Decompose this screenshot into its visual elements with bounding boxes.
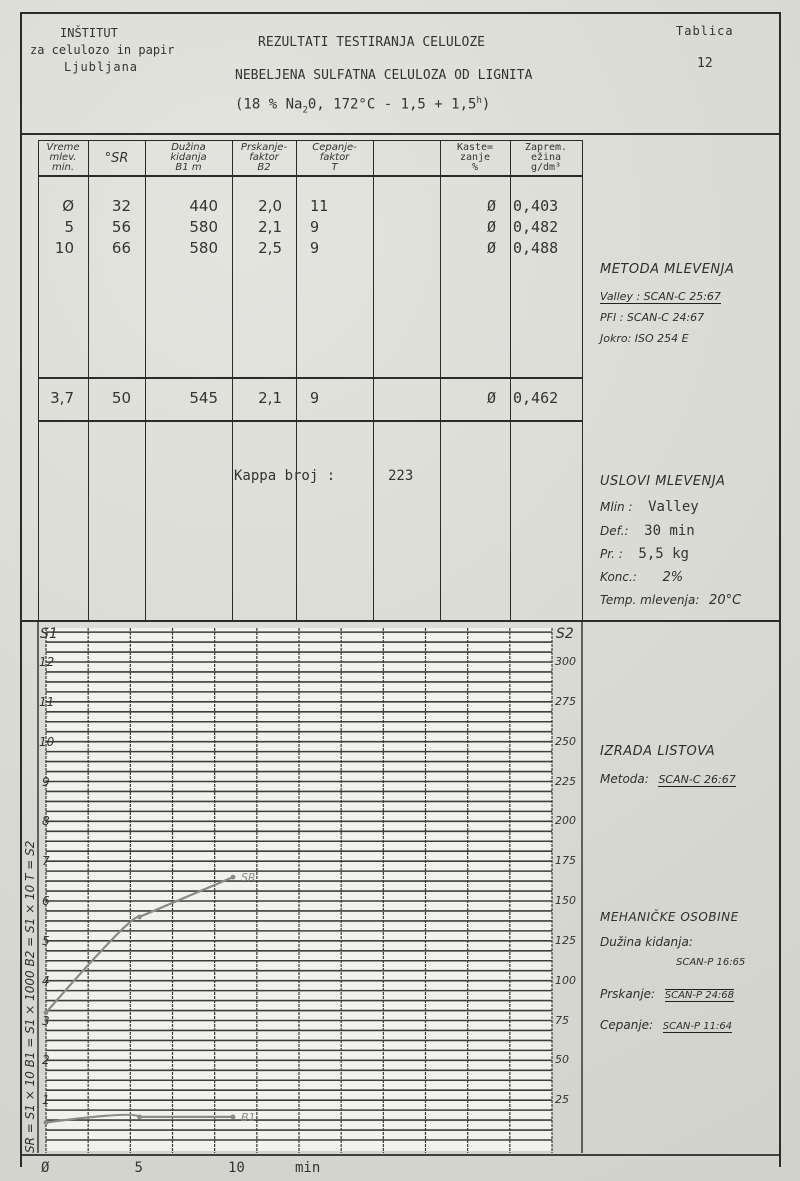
y-tick-right: 50 (555, 1053, 569, 1067)
x-tick: 10 (228, 1160, 245, 1176)
y-tick-left: 8 (42, 814, 50, 829)
table-cell: 0,462 (513, 389, 559, 407)
conditions-text-mid: 0, 172°C - 1,5 + 1,5 (307, 96, 477, 113)
izrada-value: SCAN-C 26:67 (658, 773, 736, 786)
meh-cepanje-label: Cepanje: (600, 1018, 654, 1032)
x-tick: Ø (41, 1160, 50, 1176)
series-label-sr: SR (241, 871, 256, 885)
y-tick-left: 5 (42, 933, 50, 948)
table-cell: Ø (486, 389, 496, 407)
y-tick-left: 3 (42, 1013, 50, 1028)
table-cell: 11 (310, 197, 329, 215)
y-tick-left: 7 (42, 854, 50, 869)
table-cell: 2,1 (258, 218, 282, 236)
uslovi-title: USLOVI MLEVENJA (600, 474, 726, 489)
uslovi-value: Valley (648, 499, 699, 515)
y-tick-right: 175 (555, 854, 576, 868)
table-cell: Ø (486, 197, 496, 215)
table-header-7: Zaprem. ežina g/dm³ (524, 142, 568, 173)
institute-name: INŠTITUT (60, 26, 118, 40)
institute-subtitle: za celulozo in papir (30, 43, 175, 57)
conditions-sup: h (476, 96, 482, 106)
y-tick-right: 100 (555, 973, 576, 987)
table-header-0: Vreme mlev. min. (46, 142, 80, 173)
table-number: 12 (697, 56, 713, 71)
table-cell: 545 (189, 389, 218, 407)
metoda-line-valley: Valley : SCAN-C 25:67 (600, 290, 721, 303)
table-cell: 580 (189, 239, 218, 257)
data-point-sr (231, 875, 236, 880)
table-cell: 10 (54, 239, 74, 257)
document-subtitle: NEBELJENA SULFATNA CELULOZA OD LIGNITA (235, 68, 533, 83)
table-cell: 50 (111, 389, 131, 407)
table-cell: 32 (111, 197, 131, 215)
table-cell: 2,1 (258, 389, 282, 407)
table-header-2: Dužina kidanja B1 m (170, 142, 207, 173)
y-tick-left: 4 (42, 973, 50, 988)
table-cell: 580 (189, 218, 218, 236)
table-cell: 0,403 (513, 197, 559, 215)
x-axis-unit: min (295, 1160, 321, 1176)
y-tick-left: 9 (42, 774, 50, 789)
table-cell: 5 (64, 218, 74, 236)
uslovi-label: Konc.: (600, 570, 637, 584)
uslovi-label: Mlin : (600, 500, 633, 514)
kappa-value: 223 (388, 468, 414, 484)
table-cell: 440 (189, 197, 218, 215)
y-tick-left: 11 (39, 694, 55, 709)
data-point-sr (137, 915, 142, 920)
y-tick-right: 125 (555, 933, 576, 947)
conditions-text-end: ) (481, 96, 491, 113)
meh-cepanje-value: SCAN-P 11:64 (662, 1021, 733, 1032)
meh-prskanje-value: SCAN-P 24:68 (664, 990, 735, 1001)
metoda-line-jokro: Jokro: ISO 254 E (600, 332, 689, 345)
y-tick-right: 200 (555, 814, 576, 828)
table-header-4: Cepanje- faktor T (312, 142, 357, 173)
y-tick-right: 275 (555, 694, 576, 708)
y-axis-left-label: S1 (40, 626, 58, 642)
meh-duzina-value: SCAN-P 16:65 (676, 957, 746, 968)
table-label: Tablica (676, 24, 734, 38)
izrada-label: Metoda: (600, 772, 649, 786)
uslovi-value: 2% (662, 570, 684, 585)
conditions-sub: 2 (302, 105, 308, 116)
institute-city: Ljubljana (64, 60, 139, 74)
y-tick-right: 150 (555, 894, 576, 907)
metoda-title: METODA MLEVENJA (600, 262, 735, 277)
y-axis-right-label: S2 (556, 626, 574, 642)
table-cell: 56 (111, 218, 131, 236)
table-header-1: °SR (104, 151, 129, 166)
table-cell: 9 (310, 218, 320, 236)
table-cell: 0,482 (513, 218, 559, 236)
y-tick-right: 75 (555, 1013, 569, 1027)
meh-prskanje-label: Prskanje: (600, 987, 656, 1001)
uslovi-value: 30 min (644, 523, 695, 539)
table-cell: 9 (310, 389, 320, 407)
conditions-text: (18 % Na (235, 96, 303, 113)
table-cell: 2,5 (258, 239, 282, 257)
y-tick-left: 10 (39, 734, 55, 749)
data-point-b1 (137, 1114, 142, 1119)
y-tick-left: 2 (42, 1053, 50, 1068)
y-tick-right: 250 (555, 734, 576, 748)
uslovi-value: 5,5 kg (638, 546, 689, 562)
table-cell: 66 (111, 239, 131, 257)
uslovi-value: 20°C (709, 593, 742, 608)
uslovi-label: Def.: (600, 524, 629, 538)
metoda-line-pfi: PFI : SCAN-C 24:67 (600, 311, 705, 324)
data-point-b1 (231, 1114, 236, 1119)
y-tick-left: 12 (39, 655, 55, 669)
series-label-b1: B1 (241, 1110, 256, 1124)
formula-label: SR = S1 × 10 B1 = S1 × 1000 B2 = S1 × 10 T = S2 (23, 840, 37, 1153)
table-header-3: Prskanje- faktor B2 (240, 142, 288, 173)
table-header-6: Kaste= zanje % (456, 142, 494, 173)
meh-title: MEHANIČKE OSOBINE (600, 910, 739, 924)
kappa-label: Kappa broj : (234, 468, 336, 484)
meh-duzina-label: Dužina kidanja: (600, 935, 693, 949)
y-tick-left: 1 (42, 1093, 50, 1108)
table-cell: 9 (310, 239, 320, 257)
y-tick-left: 6 (42, 894, 50, 908)
table-cell: Ø (486, 218, 496, 236)
x-tick: 5 (134, 1160, 143, 1176)
table-cell: 2,0 (258, 197, 282, 215)
uslovi-label: Temp. mlevenja: (600, 593, 700, 607)
uslovi-label: Pr. : (600, 547, 623, 561)
table-cell: 0,488 (513, 239, 559, 257)
y-tick-right: 225 (555, 774, 576, 788)
table-cell: Ø (486, 239, 496, 257)
table-cell: Ø (62, 197, 74, 215)
data-point-b1 (44, 1120, 49, 1125)
y-tick-right: 25 (555, 1093, 569, 1107)
document-title: REZULTATI TESTIRANJA CELULOZE (258, 35, 485, 50)
izrada-title: IZRADA LISTOVA (600, 744, 716, 759)
y-tick-right: 300 (555, 655, 576, 668)
table-cell: 3,7 (50, 389, 74, 407)
